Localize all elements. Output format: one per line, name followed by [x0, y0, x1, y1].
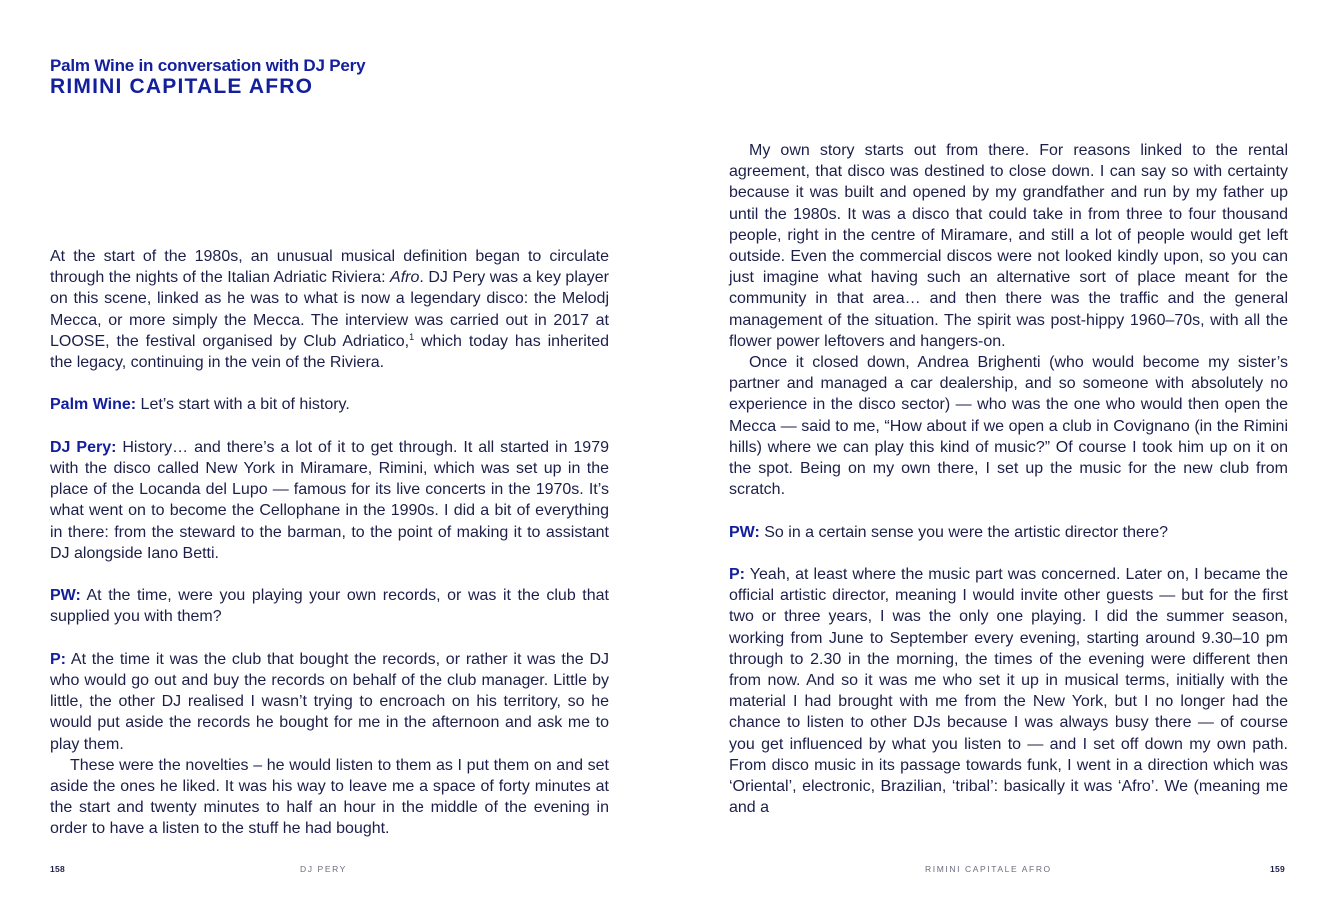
speaker-label: Palm Wine: — [50, 396, 137, 414]
speaker-label: DJ Pery: — [50, 438, 117, 456]
speaker-label: P: — [729, 566, 745, 584]
left-column — [50, 246, 609, 840]
running-head: RIMINI CAPITALE AFRO — [925, 864, 1052, 874]
speaker-label: PW: — [50, 587, 81, 605]
footnote-marker: 1 — [409, 331, 415, 342]
speaker-label: PW: — [729, 523, 760, 541]
page-number: 158 — [50, 864, 66, 874]
answer-paragraph: P: Yeah, at least where the music part was concerned. Later on, I became the official artistic director, meaning I would invite other guests — but for the first two or three years, I was the only one playing. I did the summer season, working from June to September every evening, starting around 9.30–10 pm through to 2.30 in the morning, the times of the evening were different then from now. And so it was me who set it up in musical terms, initially with the material I had brought with me from the New York, but I no longer had the chance to listen to other DJs because I was always busy there — of course you get influenced by what you listen to — and I set off down my own path. From disco music in its passage towards funk, I went in a direction which was ‘Oriental’, electronic, Brazilian, ‘tribal’: basically it was ‘Afro’. We (meaning me and a — [729, 566, 1288, 817]
answer-continuation: These were the novelties – he would listen to them as I put them on and set aside the ones he liked. It was his way to leave me a space of forty minutes at the start and twenty minutes to half an hour in the middle of the evening in order to have a listen to the stuff he had bought. — [50, 756, 609, 838]
speaker-label: P: — [50, 650, 66, 668]
answer-paragraph: P: At the time it was the club that bought the records, or rather it was the DJ who would go out and buy the records on behalf of the club manager. Little by little, the other DJ realised I wasn’t trying to encroach on his territory, so he would put aside the records he bought for me in the afternoon and ask me to play them. — [50, 650, 609, 753]
body-paragraph: Once it closed down, Andrea Brighenti (who would become my sister’s partner and managed a car dealership, and so someone with absolutely no experience in the disco sector) — who was the one who would then open the Mecca — said to me, “How about if we open a club in Covignano (in the Rimini hills) where we can play this kind of music?” Of course I took him up on it on the spot. Being on my own there, I set up the music for the new club from scratch. — [729, 354, 1288, 499]
right-page — [668, 0, 1337, 904]
intro-paragraph: At the start of the 1980s, an unusual musical definition began to circulate through the nights of the Italian Adriatic Riviera: Afro. DJ Pery was a key player on this scene, linked as he was to what is now a legendary disco: the Melodj Mecca, or more simply the Mecca. The interview was carried out in 2017 at LOOSE, the festival organised by Club Adriatico,$^1$ which today has inherited the legacy, continuing in the vein of the Riviera. — [50, 248, 610, 372]
answer-paragraph: DJ Pery: History… and there’s a lot of it to get through. It all started in 1979 with the disco called New York in Miramare, Rimini, which was set up in the place of the Locanda del Lupo — famous for its live concerts in the 1970s. It’s what went on to become the Cellophane in the 1990s. I did a bit of everything in there: from the steward to the barman, to the point of making it to assistant DJ alongside Iano Betti. — [50, 438, 610, 562]
question-paragraph: Palm Wine: Let’s start with a bit of history. — [50, 396, 350, 414]
afro-italic: Afro — [390, 269, 420, 287]
right-column — [729, 140, 1288, 818]
body-paragraph: My own story starts out from there. For reasons linked to the rental agreement, that disco was destined to close down. I can say so with certainty because it was built and opened by my grandfather and run by my father up until the 1980s. It was a disco that could take in from three to four thousand people, right in the centre of Miramare, and still a lot of people would get left outside. Even the commercial discos were not looked kindly upon, so you can just imagine what having such an alternative sort of place meant for the community in that area… and then there was the traffic and the general management of the situation. The spirit was post-hippy 1960–70s, with all the flower power leftovers and hangers-on. — [729, 142, 1288, 350]
question-paragraph: PW: At the time, were you playing your own records, or was it the club that supplied you with them? — [50, 587, 609, 626]
article-title: RIMINI CAPITALE AFRO — [50, 75, 314, 98]
page-number: 159 — [1270, 864, 1286, 874]
left-page — [0, 0, 668, 904]
running-head: DJ PERY — [300, 864, 347, 874]
article-kicker: Palm Wine in conversation with DJ Pery — [50, 56, 366, 75]
question-paragraph: PW: So in a certain sense you were the artistic director there? — [729, 523, 1169, 541]
